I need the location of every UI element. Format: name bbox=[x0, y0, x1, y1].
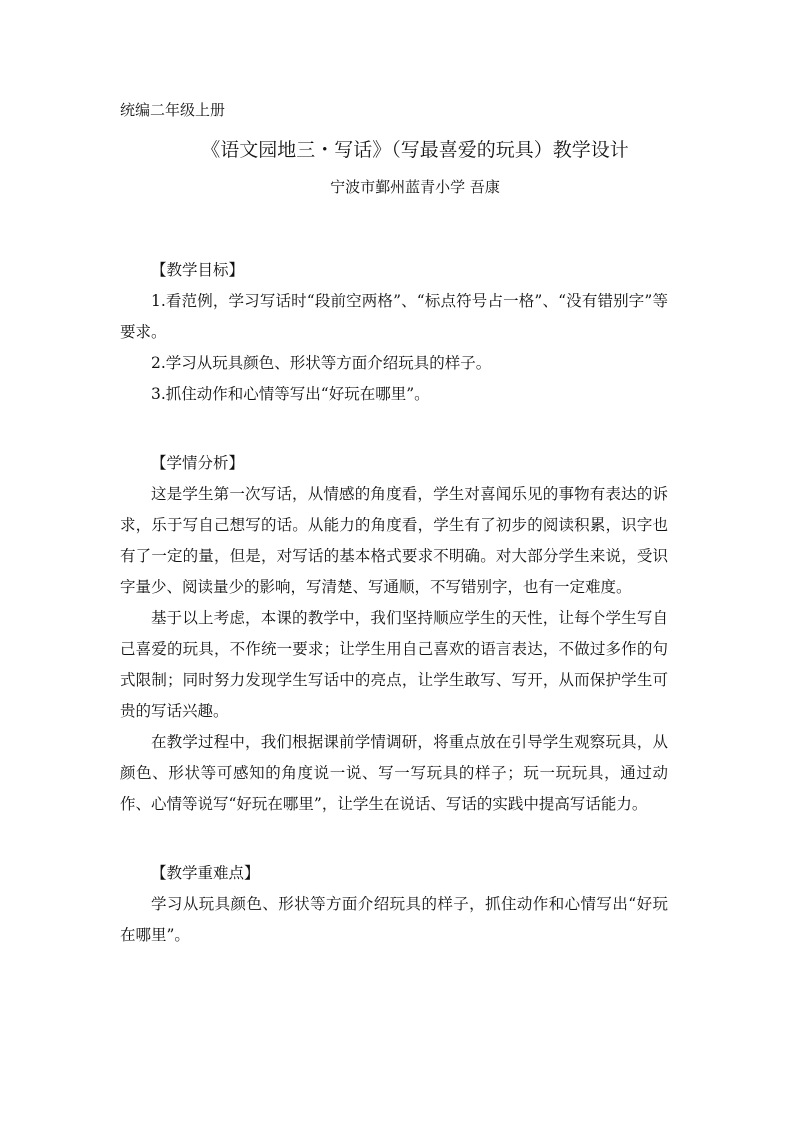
author-line: 宁波市鄞州蓝青小学 吾康 bbox=[330, 178, 500, 196]
section-heading-goals: 【教学目标】 bbox=[151, 261, 245, 279]
goal-item: 2.学习从玩具颜色、形状等方面介绍玩具的样子。 bbox=[151, 354, 492, 372]
analysis-paragraph: 在教学过程中，我们根据课前学情调研，将重点放在引导学生观察玩具，从颜色、形状等可感知的角度说一说、写一写玩具的样子；玩一玩玩具，通过动作、心情等说写“好玩在哪里”，让学生在说话、写话的实践中提高写话能力。 bbox=[120, 733, 668, 813]
key-points-paragraph: 学习从玩具颜色、形状等方面介绍玩具的样子，抓住动作和心情写出“好玩在哪里”。 bbox=[120, 895, 668, 944]
grade-label: 统编二年级上册 bbox=[120, 101, 226, 119]
goal-item: 1.看范例，学习写话时“段前空两格”、“标点符号占一格”、“没有错别字”等要求。 bbox=[120, 292, 668, 341]
goal-item: 3.抓住动作和心情等写出“好玩在哪里”。 bbox=[151, 385, 430, 403]
section-spacer bbox=[120, 820, 668, 858]
section-heading-key-points: 【教学重难点】 bbox=[151, 864, 260, 882]
page-title: 《语文园地三・写话》（写最喜爱的玩具）教学设计 bbox=[201, 139, 629, 161]
analysis-paragraph: 基于以上考虑，本课的教学中，我们坚持顺应学生的天性，让每个学生写自己喜爱的玩具，不作统一要求；让学生用自己喜欢的语言表达，不做过多作的句式限制；同时努力发现学生写话中的亮点，让学生敢写、写开，从而保护学生可贵的写话兴趣。 bbox=[120, 609, 668, 720]
section-heading-analysis: 【学情分析】 bbox=[151, 454, 245, 472]
document-body bbox=[120, 255, 668, 951]
analysis-paragraph: 这是学生第一次写话，从情感的角度看，学生对喜闻乐见的事物有表达的诉求，乐于写自己想写的话。从能力的角度看，学生有了初步的阅读积累，识字也有了一定的量，但是，对写话的基本格式要求不明确。对大部分学生来说，受识字量少、阅读量少的影响，写清楚、写通顺，不写错别字，也有一定难度。 bbox=[120, 485, 668, 596]
section-spacer bbox=[120, 410, 668, 448]
